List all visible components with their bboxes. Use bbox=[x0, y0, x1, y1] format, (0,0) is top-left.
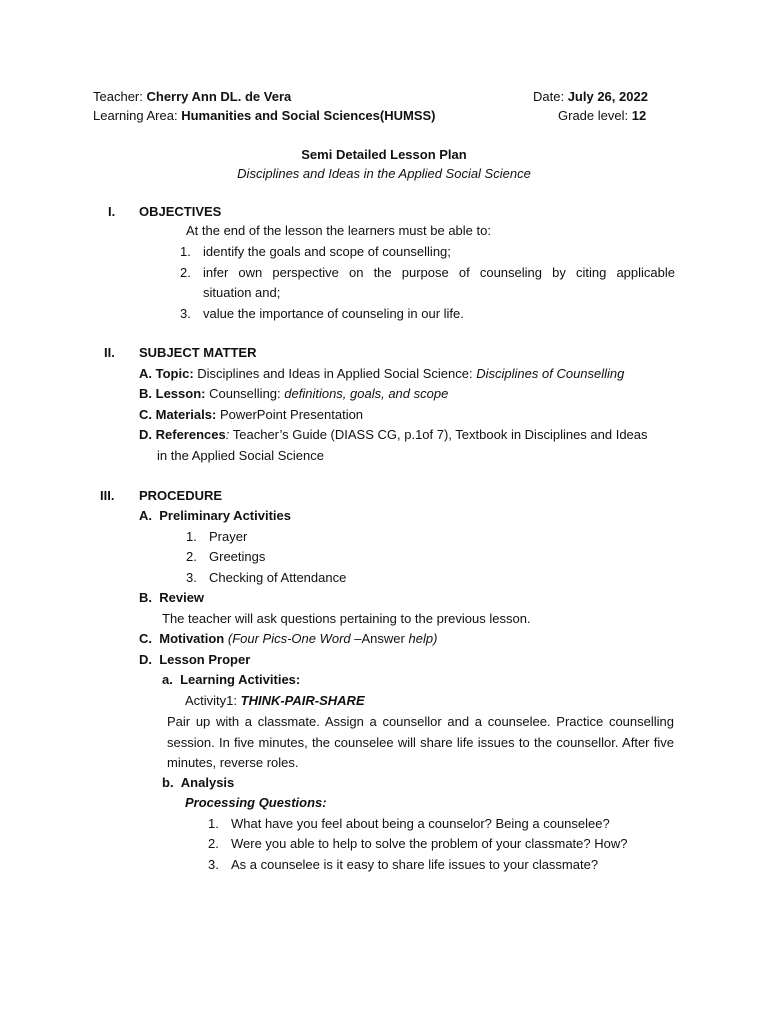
document-title-text: Semi Detailed Lesson Plan bbox=[301, 147, 467, 162]
objective-num: 3. bbox=[180, 306, 191, 321]
document-title bbox=[0, 146, 768, 164]
objectives-heading-text: OBJECTIVES bbox=[139, 204, 222, 219]
review-text: The teacher will ask questions pertaining to the previous lesson. bbox=[162, 611, 531, 626]
subject-topic bbox=[139, 365, 624, 383]
procedure-heading-text: PROCEDURE bbox=[139, 488, 223, 503]
topic-label: Topic: bbox=[155, 366, 194, 381]
numeral-ii: II. bbox=[104, 345, 115, 360]
item-letter: D. bbox=[139, 427, 152, 442]
teacher-name: Cherry Ann DL. de Vera bbox=[146, 89, 292, 104]
topic-text: Disciplines and Ideas in Applied Social Science: bbox=[197, 366, 473, 381]
materials-label: Materials: bbox=[155, 407, 217, 422]
date-label: Date: bbox=[533, 89, 565, 104]
references-colon: : bbox=[225, 427, 230, 442]
lesson-text: Counselling: bbox=[209, 386, 281, 401]
analysis-label: Analysis bbox=[180, 775, 235, 790]
objective-item: value the importance of counseling in our life. bbox=[203, 306, 464, 321]
question-num: 2. bbox=[208, 836, 219, 851]
lesson-label: Lesson: bbox=[155, 386, 206, 401]
learning-area-value: Humanities and Social Sciences(HUMSS) bbox=[181, 108, 436, 123]
learning-activities-heading bbox=[162, 671, 300, 689]
subject-lesson bbox=[139, 385, 448, 403]
objective-item: infer own perspective on the purpose of counseling by citing applicable bbox=[203, 265, 675, 280]
objective-item-continued: situation and; bbox=[203, 285, 281, 300]
motivation-plain: Answer bbox=[361, 631, 405, 646]
processing-questions-text: Processing Questions: bbox=[185, 795, 327, 810]
lesson-proper-heading bbox=[139, 651, 250, 669]
grade-label: Grade level: bbox=[558, 108, 629, 123]
section-numeral-objectives bbox=[108, 203, 115, 221]
item-letter: a. bbox=[162, 672, 173, 687]
motivation-italic: (Four Pics-One Word – bbox=[227, 631, 362, 646]
question-num: 1. bbox=[208, 816, 219, 831]
item-letter: B. bbox=[139, 386, 152, 401]
grade-line bbox=[558, 107, 646, 125]
activity-name: THINK-PAIR-SHARE bbox=[240, 693, 365, 708]
preliminary-num: 3. bbox=[186, 570, 197, 585]
lesson-italic: definitions, goals, and scope bbox=[284, 386, 449, 401]
item-letter: C. bbox=[139, 407, 152, 422]
preliminary-item: Checking of Attendance bbox=[209, 570, 347, 585]
document-subtitle-text: Disciplines and Ideas in the Applied Social Science bbox=[237, 166, 531, 181]
lesson-proper-label: Lesson Proper bbox=[159, 652, 251, 667]
subject-references bbox=[139, 426, 648, 444]
section-heading-procedure bbox=[139, 487, 222, 505]
item-letter: C. bbox=[139, 631, 152, 646]
question-item: Were you able to help to solve the problem of your classmate? How? bbox=[231, 836, 628, 851]
question-num: 3. bbox=[208, 857, 219, 872]
activity-label: Activity1: bbox=[185, 693, 238, 708]
section-numeral-subject bbox=[104, 344, 115, 362]
learning-area-label: Learning Area: bbox=[93, 108, 178, 123]
item-letter: b. bbox=[162, 775, 174, 790]
section-heading-objectives bbox=[139, 203, 221, 221]
grade-value: 12 bbox=[631, 108, 647, 123]
item-letter: A. bbox=[139, 366, 152, 381]
activity-line bbox=[185, 692, 365, 710]
document-subtitle bbox=[0, 165, 768, 183]
objectives-intro: At the end of the lesson the learners must be able to: bbox=[186, 223, 491, 238]
references-text: Teacher’s Guide (DIASS CG, p.1of 7), Textbook in Disciplines and Ideas bbox=[232, 427, 648, 442]
subject-references-continued: in the Applied Social Science bbox=[157, 448, 324, 463]
preliminary-label: Preliminary Activities bbox=[159, 508, 291, 523]
learning-activities-label: Learning Activities: bbox=[180, 672, 301, 687]
review-label: Review bbox=[159, 590, 205, 605]
objective-num: 1. bbox=[180, 244, 191, 259]
preliminary-item: Greetings bbox=[209, 549, 266, 564]
question-item: What have you feel about being a counselor? Being a counselee? bbox=[231, 816, 610, 831]
section-heading-subject bbox=[139, 344, 256, 362]
preliminary-item: Prayer bbox=[209, 529, 248, 544]
date-value: July 26, 2022 bbox=[567, 89, 648, 104]
date-line bbox=[533, 88, 648, 106]
motivation-line bbox=[139, 630, 437, 648]
analysis-heading bbox=[162, 774, 234, 792]
subject-heading-text: SUBJECT MATTER bbox=[139, 345, 257, 360]
item-letter: A. bbox=[139, 508, 152, 523]
item-letter: B. bbox=[139, 590, 152, 605]
teacher-label: Teacher: bbox=[93, 89, 143, 104]
preliminary-num: 1. bbox=[186, 529, 197, 544]
materials-text: PowerPoint Presentation bbox=[219, 407, 364, 422]
preliminary-activities bbox=[139, 507, 291, 525]
activity-paragraph: Pair up with a classmate. Assign a counsellor and a counselee. Practice counselling session. In five minutes, the counselee will share life issues to the counsellor. After five minutes, reverse roles. bbox=[167, 714, 674, 770]
objective-item: identify the goals and scope of counselling; bbox=[203, 244, 451, 259]
processing-questions-label bbox=[185, 794, 327, 812]
teacher-line bbox=[93, 88, 291, 106]
review-heading bbox=[139, 589, 204, 607]
numeral-iii: III. bbox=[100, 488, 115, 503]
motivation-label: Motivation bbox=[159, 631, 225, 646]
item-letter: D. bbox=[139, 652, 152, 667]
learning-area-line bbox=[93, 107, 436, 125]
topic-italic: Disciplines of Counselling bbox=[476, 366, 625, 381]
question-item: As a counselee is it easy to share life issues to your classmate? bbox=[231, 857, 599, 872]
objective-num: 2. bbox=[180, 265, 191, 280]
section-numeral-procedure bbox=[100, 487, 114, 505]
numeral-i: I. bbox=[108, 204, 116, 219]
motivation-italic-end: help) bbox=[408, 631, 438, 646]
references-label: References bbox=[155, 427, 226, 442]
preliminary-num: 2. bbox=[186, 549, 197, 564]
subject-materials bbox=[139, 406, 363, 424]
